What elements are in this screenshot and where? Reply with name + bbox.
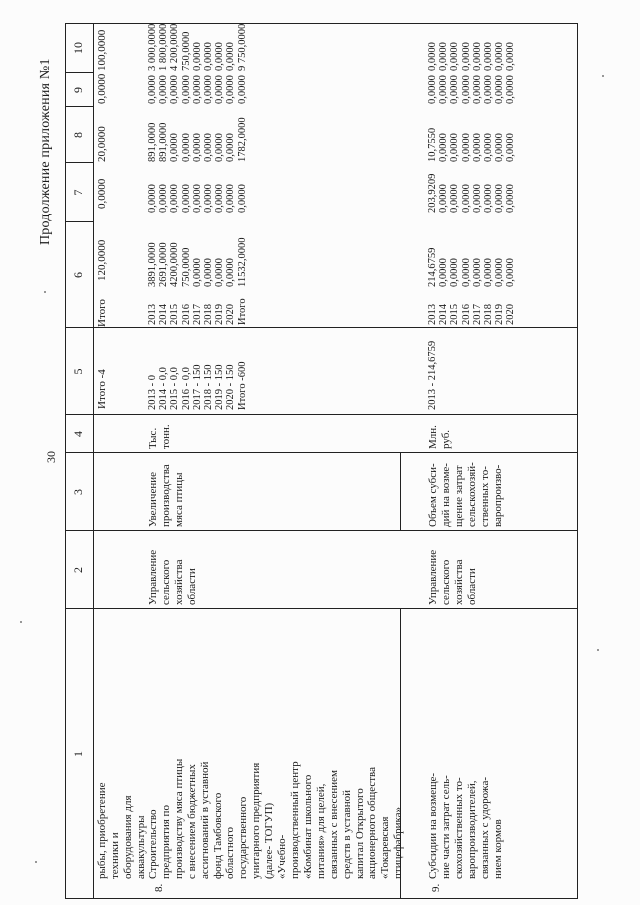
- row9-local: 0,0000 0,0000 0,0000 0,0000 0,0000 0,0000 0,0000 0,0000: [427, 75, 517, 104]
- row8-values-by-year: 2013 - 0 2014 - 0,0 2015 - 0,0 2016 - 0,0 2017 - 150 2018 - 150 2019 - 150 2020 - 150 Итого -600: [147, 361, 248, 410]
- carry-col7: 0,0000: [96, 178, 108, 209]
- row8-executor: Управление сельского хозяйства области: [147, 549, 198, 605]
- scan-speck: [20, 621, 22, 623]
- row-divider-col3: [400, 453, 401, 531]
- header-col-1: 1: [71, 751, 85, 757]
- col-sep-3-4: [65, 452, 578, 453]
- row8-indicator: Увеличение производства мяса птицы: [147, 464, 185, 527]
- row9-years: 2013 2014 2015 2016 2017 2018 2019 2020: [427, 304, 517, 325]
- header-col-7: 7: [71, 189, 85, 196]
- row9-unit: Млн. руб.: [427, 425, 452, 449]
- carry-col6-label: Итого: [96, 299, 108, 327]
- program-table: [65, 23, 578, 899]
- carry-col1: рыбы, приобретение техники и оборудования для аквакультуры: [96, 782, 147, 879]
- header-col-10: 10: [71, 42, 85, 54]
- carry-col8: 20,0000: [96, 126, 108, 162]
- row9-indicator: Объем субси- дий на возме- щение затрат сельскохозяй- ственных то- варопроизво-: [427, 462, 504, 527]
- row8-federal: 0,0000 0,0000 0,0000 0,0000 0,0000 0,0000 0,0000 0,0000 0,0000: [147, 184, 248, 213]
- col-sep-1-2: [65, 608, 578, 609]
- carry-col9: 0,0000: [96, 73, 108, 104]
- carry-col5: Итого -4: [96, 369, 108, 409]
- row8-unit: Тыс. тонн.: [147, 424, 172, 449]
- row-divider-left: [400, 609, 401, 899]
- row8-years: 2013 2014 2015 2016 2017 2018 2019 2020 Итого: [147, 298, 248, 325]
- row8-number: 8.: [153, 883, 165, 892]
- row9-total-funding: 214,6759 0,0000 0,0000 0,0000 0,0000 0,0000 0,0000 0,0000: [427, 247, 517, 287]
- header-col-4: 4: [71, 431, 85, 437]
- header-col-2: 2: [71, 567, 85, 573]
- col-sep-5-6: [65, 327, 578, 328]
- row8-regional: 891,0000 891,0000 0,0000 0,0000 0,0000 0,0000 0,0000 0,0000 1782,0000: [147, 117, 248, 162]
- col-sep-2-3: [65, 530, 578, 531]
- header-col-3: 3: [71, 489, 85, 495]
- page-number: 30: [44, 451, 58, 463]
- scan-speck: [597, 649, 599, 651]
- row8-other: 3 000,0000 1 800,0000 4 200,0000 750,0000 0,0000 0,0000 0,0000 0,0000 9 750,0000: [147, 23, 248, 71]
- row9-regional: 10,7550 0,0000 0,0000 0,0000 0,0000 0,0000 0,0000 0,0000: [427, 127, 517, 162]
- scan-speck: [602, 75, 604, 77]
- row9-description: Субсидии на возмеще- ние части затрат сель- скохозяйственных то- варопроизводителей, связанных с удорожа- нием кормов: [427, 772, 504, 879]
- row8-description: Строительство предприятия по производству мяса птицы с внесением бюджетных ассигнований в уставной фонд Тамбовского областного государственного унитарного предприятия (далее- ТОГУП) «Учебно- производственный центр «Комбинат школьного питания» для целей, связанных с внесением средств в уставной капитал Открытого акционерного общества «Токаревская птицефабрика»: [147, 758, 405, 879]
- header-col-9: 9: [71, 87, 85, 93]
- scan-speck: [35, 861, 37, 863]
- row9-federal: 203,9209 0,0000 0,0000 0,0000 0,0000 0,0000 0,0000 0,0000: [427, 173, 517, 213]
- row8-local: 0,0000 0,0000 0,0000 0,0000 0,0000 0,0000 0,0000 0,0000 0,0000: [147, 75, 248, 104]
- continuation-title: Продолжение приложения №1: [38, 58, 53, 245]
- carry-col6: 120,0000: [96, 239, 108, 281]
- row8-total-funding: 3891,0000 2691,0000 4200,0000 750,0000 0,0000 0,0000 0,0000 0,0000 11532,0000: [147, 237, 248, 287]
- row9-values-by-year: 2013 - 214,6759: [427, 340, 438, 410]
- row9-other: 0,0000 0,0000 0,0000 0,0000 0,0000 0,0000 0,0000 0,0000: [427, 42, 517, 71]
- scan-speck: [44, 291, 46, 293]
- row9-executor: Управление сельского хозяйства области: [427, 549, 478, 605]
- carry-col10: 100,0000: [96, 29, 108, 71]
- header-col-6: 6: [71, 272, 85, 278]
- row9-number: 9.: [430, 883, 442, 892]
- header-col-5: 5: [71, 368, 85, 375]
- col-sep-4-5: [65, 414, 578, 415]
- header-col-8: 8: [71, 132, 85, 138]
